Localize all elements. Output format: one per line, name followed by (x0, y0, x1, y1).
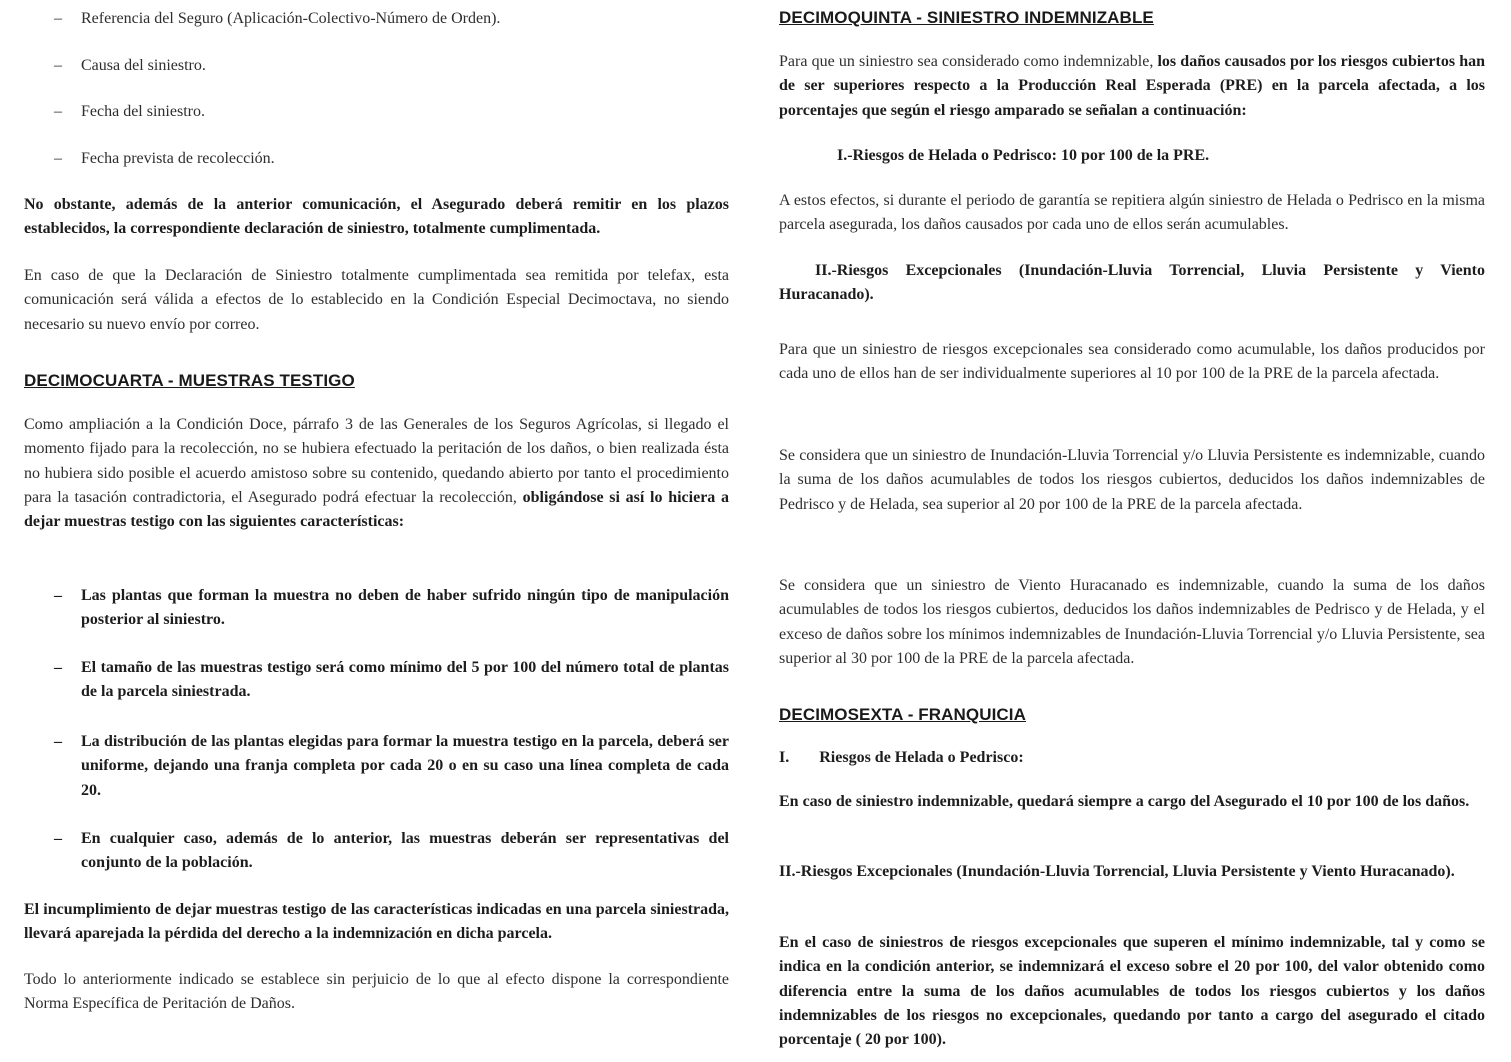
list-item-text: El tamaño de las muestras testigo será como mínimo del 5 por 100 del número total de plantas de la parcela siniestrada. (81, 659, 729, 701)
list-item-text: La distribución de las plantas elegidas para formar la muestra testigo en la parcela, deberá ser uniforme, dejando una franja completa por cada 20 o en su caso una línea completa de cada 20. (81, 733, 729, 799)
section-heading-decimoquinta: DECIMOQUINTA - SINIESTRO INDEMNIZABLE (779, 8, 1154, 27)
paragraph-acumulable: Para que un siniestro de riesgos excepcionales sea considerado como acumulable, los daños producidos por cada uno de ellos han de ser individualmente superiores al 10 por 100 de la PRE de la parcela afectada. (779, 341, 1485, 383)
list-item-text: Fecha prevista de recolección. (81, 150, 275, 167)
subheading-text: Riesgos de Helada o Pedrisco: (819, 749, 1024, 766)
list-item-text: En cualquier caso, además de lo anterior, las muestras deberán ser representativas del conjunto de la población. (81, 830, 729, 872)
paragraph-indemnizable-normal: Para que un siniestro sea considerado como indemnizable, (779, 53, 1154, 70)
paragraph-indemnizable-bold: los daños causados por los riesgos cubiertos han de ser superiores respecto a la Producción Real Esperada (PRE) en la parcela afectada, a los porcentajes que según el riesgo amparado se señalan a continuación: (779, 53, 1485, 119)
paragraph-norma: Todo lo anteriormente indicado se establece sin perjuicio de lo que al efecto dispone la correspondiente Norma Específica de Peritación de Daños. (24, 971, 729, 1013)
paragraph-indemnizable (779, 50, 1485, 123)
paragraph-ampliacion-normal: Como ampliación a la Condición Doce, párrafo 3 de las Generales de los Seguros Agrícolas, si llegado el momento fijado para la recolección, no se hubiera efectuado la peritación de los daños, o bien realizada ésta no hubiera sido posible el acuerdo amistoso sobre su contenido, quedando abierto por tanto el procedimiento para la tasación contradictoria, el Asegurado podrá efectuar la recolección, (24, 416, 729, 506)
list-item-text: Las plantas que forman la muestra no deben de haber sufrido ningún tipo de manipulación posterior al siniestro. (81, 587, 729, 629)
paragraph-declaracion: No obstante, además de la anterior comunicación, el Asegurado deberá remitir en los plazos establecidos, la correspondiente declaración de siniestro, totalmente cumplimentada. (24, 196, 729, 238)
list-item: – Fecha del siniestro. (24, 100, 729, 124)
list-item: – Las plantas que forman la muestra no deben de haber sufrido ningún tipo de manipulación posterior al siniestro. (24, 584, 729, 633)
paragraph-exceso: En el caso de siniestros de riesgos excepcionales que superen el mínimo indemnizable, tal y como se indica en la condición anterior, se indemnizará el exceso sobre el 20 por 100, del valor obtenido como diferencia entre la suma de los daños acumulables de todos los riesgos cubiertos y los daños indemnizables de los riesgos no excepcionales, quedando por tanto a cargo del asegurado el citado porcentaje ( 20 por 100). (779, 934, 1485, 1049)
paragraph-viento: Se considera que un siniestro de Viento Huracanado es indemnizable, cuando la suma de los daños acumulables de todos los riesgos cubiertos, deducidos los daños indemnizables de Pedrisco y de Helada, y el exceso de daños sobre los mínimos indemnizables de Inundación-Lluvia Torrencial y/o Lluvia Persistente, sea superior al 30 por 100 de la PRE de la parcela afectada. (779, 577, 1485, 667)
list-item-text: Referencia del Seguro (Aplicación-Colectivo-Número de Orden). (81, 10, 501, 27)
list-item: – Referencia del Seguro (Aplicación-Colectivo-Número de Orden). (24, 7, 729, 31)
paragraph-telefax: En caso de que la Declaración de Siniestro totalmente cumplimentada sea remitida por telefax, esta comunicación será válida a efectos de lo establecido en la Condición Especial Decimoctava, no siendo necesario su nuevo envío por correo. (24, 267, 729, 333)
paragraph-ampliacion (24, 413, 729, 534)
list-item-text: Fecha del siniestro. (81, 103, 205, 120)
list-item: – En cualquier caso, además de lo anterior, las muestras deberán ser representativas del conjunto de la población. (24, 827, 729, 876)
paragraph-ampliacion-bold: obligándose si así lo hiciera a dejar muestras testigo con las siguientes características: (24, 488, 730, 531)
subheading-riesgos-excepcionales: II.-Riesgos Excepcionales (Inundación-Lluvia Torrencial, Lluvia Persistente y Viento Huracanado). (779, 262, 1485, 304)
list-item: – Fecha prevista de recolección. (24, 147, 729, 171)
section-heading-decimosexta: DECIMOSEXTA - FRANQUICIA (779, 705, 1027, 724)
subheading-number: I. (779, 749, 790, 766)
list-item: – Causa del siniestro. (24, 54, 729, 78)
subheading-franquicia-excepcionales: II.-Riesgos Excepcionales (Inundación-Lluvia Torrencial, Lluvia Persistente y Viento Huracanado). (779, 863, 1455, 880)
paragraph-incumplimiento: El incumplimiento de dejar muestras testigo de las características indicadas en una parcela siniestrada, llevará aparejada la pérdida del derecho a la indemnización en dicha parcela. (24, 901, 729, 943)
subheading-helada-pedrisco: I.-Riesgos de Helada o Pedrisco: 10 por 100 de la PRE. (837, 147, 1210, 164)
list-item: – La distribución de las plantas elegidas para formar la muestra testigo en la parcela, deberá ser uniforme, dejando una franja completa por cada 20 o en su caso una línea completa de cada 20. (24, 730, 729, 803)
list-item: – El tamaño de las muestras testigo será como mínimo del 5 por 100 del número total de plantas de la parcela siniestrada. (24, 656, 729, 705)
paragraph-franquicia: En caso de siniestro indemnizable, quedará siempre a cargo del Asegurado el 10 por 100 de los daños. (779, 793, 1470, 810)
list-item-text: Causa del siniestro. (81, 57, 206, 74)
paragraph-acumulables: A estos efectos, si durante el periodo de garantía se repitiera algún siniestro de Helada o Pedrisco en la misma parcela asegurada, los daños causados por cada uno de ellos serán acumulables. (779, 192, 1485, 234)
subheading-franquicia-helada (779, 746, 1485, 770)
section-heading-decimocuarta: DECIMOCUARTA - MUESTRAS TESTIGO (24, 371, 355, 390)
paragraph-inundacion: Se considera que un siniestro de Inundación-Lluvia Torrencial y/o Lluvia Persistente es indemnizable, cuando la suma de los daños acumulables de todos los riesgos cubiertos, deducidos los daños indemnizables de Pedrisco y de Helada, sea superior al 20 por 100 de la PRE de la parcela afectada. (779, 447, 1485, 513)
